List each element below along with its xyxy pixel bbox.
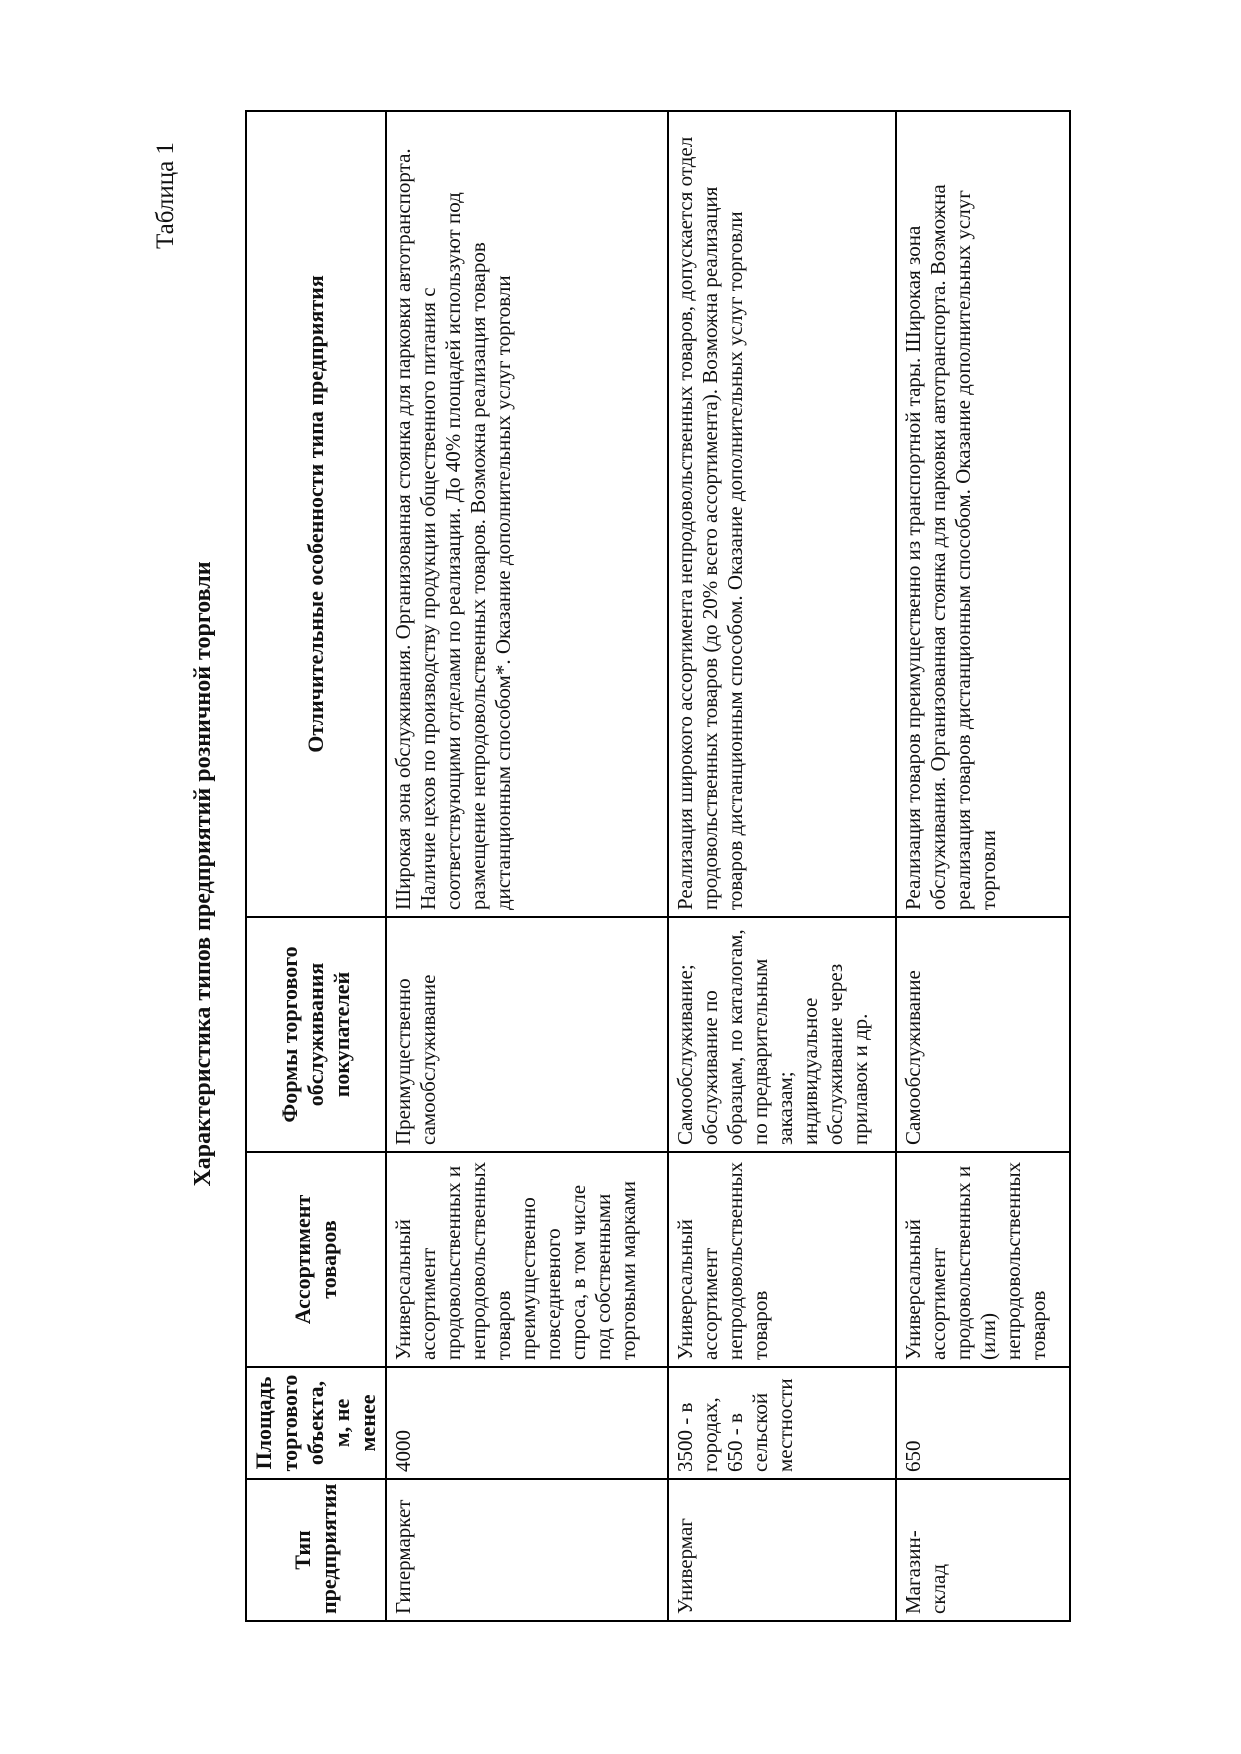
header-area: Площадь торгового объекта, м, не менее — [246, 1367, 386, 1479]
retail-types-table — [245, 110, 1071, 1622]
cell-type: Магазин-склад — [896, 1479, 1070, 1621]
cell-features: Реализация товаров преимущественно из транспортной тары. Широкая зона обслуживания. Организованная стоянка для парковки автотранспорта. Возможна реализация товаров дистанционным способом. Оказание дополнительных услуг торговли — [896, 111, 1070, 917]
cell-type: Универмаг — [668, 1479, 896, 1621]
cell-area: 4000 — [386, 1367, 668, 1479]
cell-service: Самообслуживание; обслуживание по образцам, по каталогам, по предварительным заказам; индивидуальное обслуживание через прилавок и др. — [668, 917, 896, 1152]
header-service: Формы торгового обслуживания покупателей — [246, 917, 386, 1152]
cell-service: Самообслуживание — [896, 917, 1070, 1152]
cell-assortment: Универсальный ассортимент непродовольственных товаров — [668, 1152, 896, 1367]
header-type: Тип предприятия — [246, 1479, 386, 1621]
table-row — [668, 111, 896, 1621]
cell-area: 650 — [896, 1367, 1070, 1479]
cell-service: Преимущественно самообслуживание — [386, 917, 668, 1152]
table-row — [896, 111, 1070, 1621]
cell-assortment: Универсальный ассортимент продовольственных и непродовольственных товаров преимущественно повседневного спроса, в том числе под собственными торговыми марками — [386, 1152, 668, 1367]
header-features: Отличительные особенности типа предприятия — [246, 111, 386, 917]
cell-assortment: Универсальный ассортимент продовольственных и (или) непродовольственных товаров — [896, 1152, 1070, 1367]
table-title: Характеристика типов предприятий розничной торговли — [190, 561, 216, 1187]
cell-features: Широкая зона обслуживания. Организованная стоянка для парковки автотранспорта. Наличие цехов по производству продукции общественного питания с соответствующими отделами по реализации. До 40% площадей используют под размещение непродовольственных товаров. Возможна реализация товаров дистанционным способом*. Оказание дополнительных услуг торговли — [386, 111, 668, 917]
header-assortment: Ассортимент товаров — [246, 1152, 386, 1367]
table-header-row — [246, 111, 386, 1621]
table-number-label: Таблица 1 — [152, 142, 179, 249]
table-row — [386, 111, 668, 1621]
cell-features: Реализация широкого ассортимента непродовольственных товаров, допускается отдел продовольственных товаров (до 20% всего ассортимента). Возможна реализация товаров дистанционным способом. Оказание дополнительных услуг торговли — [668, 111, 896, 917]
cell-type: Гипермаркет — [386, 1479, 668, 1621]
cell-area: 3500 - в городах, 650 - в сельской местности — [668, 1367, 896, 1479]
